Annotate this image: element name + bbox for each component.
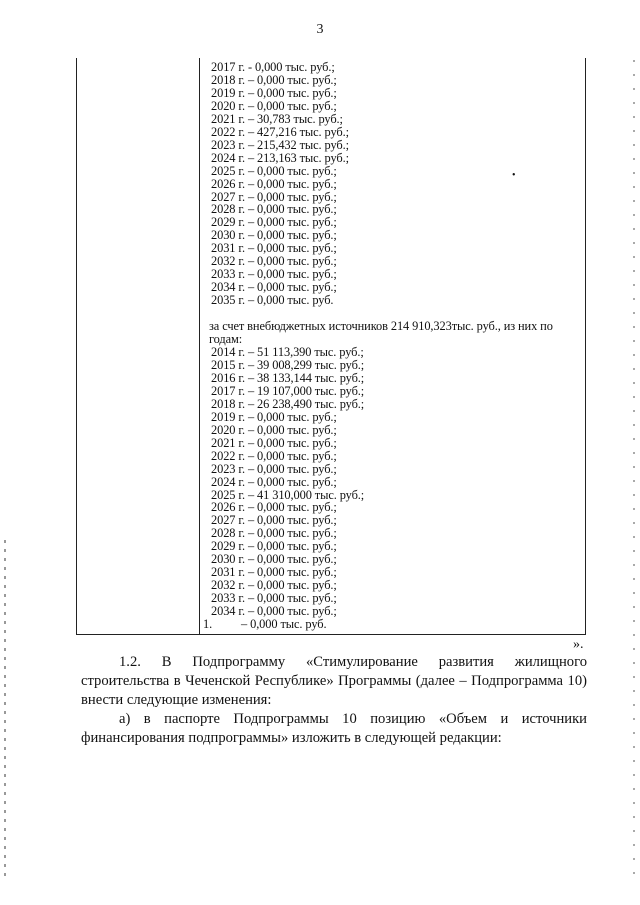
- extrabudget-year-line: 2017 г. – 19 107,000 тыс. руб.;: [211, 383, 365, 398]
- budget-year-line: 2027 г. – 0,000 тыс. руб.;: [211, 189, 337, 204]
- budget-year-line: 2025 г. – 0,000 тыс. руб.;: [211, 163, 337, 178]
- extrabudget-year-line: 2026 г. – 0,000 тыс. руб.;: [211, 500, 337, 515]
- last-line: [203, 618, 581, 631]
- extrabudget-years-list: [203, 346, 581, 618]
- extrabudget-year-line: 2023 г. – 0,000 тыс. руб.;: [211, 461, 337, 476]
- last-line-text: – 0,000 тыс. руб.: [241, 617, 327, 632]
- page-number: 3: [316, 22, 324, 37]
- stray-dot-mark: •: [512, 170, 516, 181]
- budget-year-line: 2018 г. – 0,000 тыс. руб.;: [211, 72, 337, 87]
- extrabudget-year-line: 2016 г. – 38 133,144 тыс. руб.;: [211, 370, 365, 385]
- extrabudget-year-line: 2014 г. – 51 113,390 тыс. руб.;: [211, 345, 364, 360]
- budget-year-line: 2023 г. – 215,432 тыс. руб.;: [211, 137, 349, 152]
- extrabudget-year-line: 2019 г. – 0,000 тыс. руб.;: [211, 409, 337, 424]
- funding-table: [76, 58, 586, 635]
- extrabudget-year-line: 2018 г. – 26 238,490 тыс. руб.;: [211, 396, 365, 411]
- body-text: [81, 653, 587, 748]
- extrabudget-year-line: 2020 г. – 0,000 тыс. руб.;: [211, 422, 337, 437]
- extrabudget-year-line: 2032 г. – 0,000 тыс. руб.;: [211, 578, 337, 593]
- extrabudget-year-line: 2034 г. – 0,000 тыс. руб.;: [211, 604, 337, 619]
- extrabudget-year-line: 2031 г. – 0,000 тыс. руб.;: [211, 565, 337, 580]
- budget-year-line: 2029 г. – 0,000 тыс. руб.;: [211, 215, 337, 230]
- budget-year-line: 2033 г. – 0,000 тыс. руб.;: [211, 267, 337, 282]
- list-number: 1.: [203, 617, 213, 632]
- extrabudget-year-line: 2021 г. – 0,000 тыс. руб.;: [211, 435, 337, 450]
- paragraph-1-2: 1.2. В Подпрограмму «Стимулирование развития жилищного строительства в Чеченской Республике» Программы (далее – Подпрограмма 10) внести следующие изменения:: [81, 654, 587, 708]
- budget-year-line: 2030 г. – 0,000 тыс. руб.;: [211, 228, 337, 243]
- extrabudget-year-line: 2033 г. – 0,000 тыс. руб.;: [211, 591, 337, 606]
- budget-year-line: 2021 г. – 30,783 тыс. руб.;: [211, 111, 343, 126]
- budget-year-line: 2020 г. – 0,000 тыс. руб.;: [211, 98, 337, 113]
- scan-edge-right: [633, 60, 635, 880]
- budget-year-line: 2031 г. – 0,000 тыс. руб.;: [211, 241, 337, 256]
- extrabudget-year-line: 2022 г. – 0,000 тыс. руб.;: [211, 448, 337, 463]
- extrabudget-year-line: 2024 г. – 0,000 тыс. руб.;: [211, 474, 337, 489]
- extrabudget-heading: за счет внебюджетных источников 214 910,323тыс. руб., из них по годам:: [209, 319, 553, 347]
- budget-year-line: 2026 г. – 0,000 тыс. руб.;: [211, 176, 337, 191]
- extrabudget-year-line: 2015 г. – 39 008,299 тыс. руб.;: [211, 357, 365, 372]
- budget-years-list: [203, 61, 581, 307]
- extrabudget-year-line: 2029 г. – 0,000 тыс. руб.;: [211, 539, 337, 554]
- closing-quote: ».: [573, 637, 584, 652]
- extrabudget-year-line: 2030 г. – 0,000 тыс. руб.;: [211, 552, 337, 567]
- budget-year-line: 2017 г. - 0,000 тыс. руб.;: [211, 60, 335, 74]
- funding-values-cell: [203, 61, 581, 631]
- extrabudget-year-line: 2027 г. – 0,000 тыс. руб.;: [211, 513, 337, 528]
- budget-year-line: 2035 г. – 0,000 тыс. руб.: [211, 293, 334, 308]
- extrabudget-year-line: 2028 г. – 0,000 тыс. руб.;: [211, 526, 337, 541]
- budget-year-line: 2024 г. – 213,163 тыс. руб.;: [211, 150, 349, 165]
- table-column-divider: [199, 58, 200, 634]
- budget-year-line: 2032 г. – 0,000 тыс. руб.;: [211, 254, 337, 269]
- extrabudget-year-line: 2025 г. – 41 310,000 тыс. руб.;: [211, 487, 365, 502]
- scan-edge-left: [4, 540, 6, 880]
- budget-year-line: 2022 г. – 427,216 тыс. руб.;: [211, 124, 349, 139]
- budget-year-line: 2034 г. – 0,000 тыс. руб.;: [211, 280, 337, 295]
- budget-year-line: 2028 г. – 0,000 тыс. руб.;: [211, 202, 337, 217]
- paragraph-a: а) в паспорте Подпрограммы 10 позицию «Объем и источники финансирования подпрограммы» изложить в следующей редакции:: [81, 711, 587, 746]
- budget-year-line: 2019 г. – 0,000 тыс. руб.;: [211, 85, 337, 100]
